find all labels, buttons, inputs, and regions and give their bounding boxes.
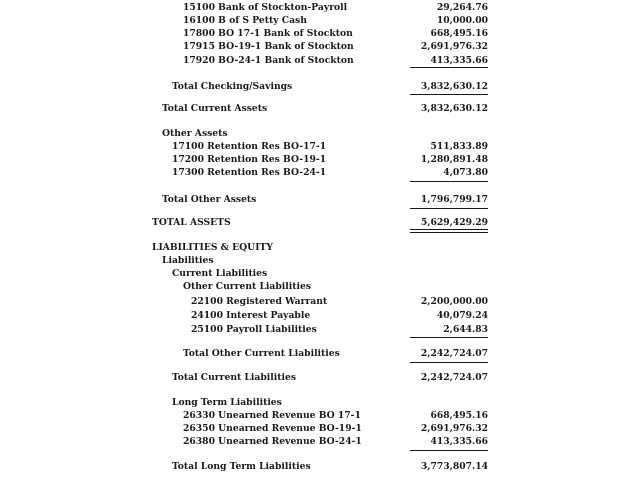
grand-total-amount: 5,629,429.29 — [420, 217, 488, 228]
account-row — [0, 166, 640, 179]
total-amount: 2,242,724.07 — [420, 348, 488, 359]
account-amount: 668,495.16 — [430, 28, 488, 39]
total-amount: 3,832,630.12 — [420, 103, 488, 114]
account-label: 17200 Retention Res BO-19-1 — [172, 154, 327, 165]
subtotal-underline — [410, 94, 488, 95]
section-label: Other Assets — [162, 128, 228, 139]
account-row — [0, 422, 640, 435]
account-amount: 29,264.76 — [436, 2, 488, 13]
account-row — [0, 409, 640, 422]
subtotal-underline — [410, 362, 488, 363]
section-header — [0, 127, 640, 140]
account-label: 17920 BO-24-1 Bank of Stockton — [183, 55, 354, 66]
total-label: Total Current Liabilities — [172, 372, 296, 383]
account-amount: 2,691,976.32 — [420, 423, 488, 434]
section-label: Long Term Liabilities — [172, 397, 282, 408]
account-amount: 668,495.16 — [430, 410, 488, 421]
section-label: Liabilities — [162, 255, 214, 266]
account-label: 26330 Unearned Revenue BO 17-1 — [183, 410, 361, 421]
account-amount: 4,073.80 — [443, 167, 488, 178]
total-label: Total Long Term Liabilities — [172, 461, 311, 472]
total-amount: 3,773,807.14 — [420, 461, 488, 472]
total-row — [0, 347, 640, 360]
section-header — [0, 241, 640, 254]
account-label: 17300 Retention Res BO-24-1 — [172, 167, 327, 178]
subtotal-underline — [410, 450, 488, 451]
total-amount: 3,832,630.12 — [420, 81, 488, 92]
subtotal-underline — [410, 208, 488, 209]
account-row — [0, 435, 640, 448]
account-row — [0, 40, 640, 53]
account-amount: 413,335.66 — [430, 436, 488, 447]
account-label: 17800 BO 17-1 Bank of Stockton — [183, 28, 353, 39]
section-label: Other Current Liabilities — [183, 281, 312, 292]
account-row — [0, 54, 640, 67]
section-label: LIABILITIES & EQUITY — [152, 242, 273, 253]
account-amount: 413,335.66 — [430, 55, 488, 66]
total-row — [0, 102, 640, 115]
subtotal-underline — [410, 67, 488, 68]
total-row — [0, 460, 640, 473]
account-amount: 40,079.24 — [436, 310, 488, 321]
account-label: 24100 Interest Payable — [191, 310, 311, 321]
account-row — [0, 14, 640, 27]
total-label: Total Checking/Savings — [172, 81, 293, 92]
subtotal-underline — [410, 181, 488, 182]
grand-total-label: TOTAL ASSETS — [152, 217, 231, 228]
account-row — [0, 295, 640, 308]
account-label: 26380 Unearned Revenue BO-24-1 — [183, 436, 362, 447]
account-amount: 1,280,891.48 — [420, 154, 488, 165]
account-label: 22100 Registered Warrant — [191, 296, 328, 307]
section-header — [0, 280, 640, 293]
account-amount: 10,000.00 — [436, 15, 488, 26]
account-amount: 2,644.83 — [443, 324, 488, 335]
account-label: 17915 BO-19-1 Bank of Stockton — [183, 41, 354, 52]
account-amount: 2,200,000.00 — [420, 296, 488, 307]
total-label: Total Other Current Liabilities — [183, 348, 340, 359]
account-row — [0, 153, 640, 166]
account-row — [0, 140, 640, 153]
total-amount: 2,242,724.07 — [420, 372, 488, 383]
total-row — [0, 193, 640, 206]
grand-total-row — [0, 216, 640, 229]
section-label: Current Liabilities — [172, 268, 268, 279]
account-label: 25100 Payroll Liabilities — [191, 324, 317, 335]
account-row — [0, 323, 640, 336]
account-row — [0, 27, 640, 40]
total-amount: 1,796,799.17 — [420, 194, 488, 205]
account-label: 16100 B of S Petty Cash — [183, 15, 307, 26]
subtotal-underline — [410, 337, 488, 338]
section-header — [0, 396, 640, 409]
total-label: Total Current Assets — [162, 103, 268, 114]
section-header — [0, 267, 640, 280]
account-label: 17100 Retention Res BO-17-1 — [172, 141, 327, 152]
account-amount: 2,691,976.32 — [420, 41, 488, 52]
account-row — [0, 309, 640, 322]
total-row — [0, 80, 640, 93]
account-row — [0, 1, 640, 14]
double-underline — [410, 229, 488, 233]
account-amount: 511,833.89 — [430, 141, 488, 152]
account-label: 26350 Unearned Revenue BO-19-1 — [183, 423, 362, 434]
total-label: Total Other Assets — [162, 194, 257, 205]
total-row — [0, 371, 640, 384]
account-label: 15100 Bank of Stockton-Payroll — [183, 2, 348, 13]
section-header — [0, 254, 640, 267]
